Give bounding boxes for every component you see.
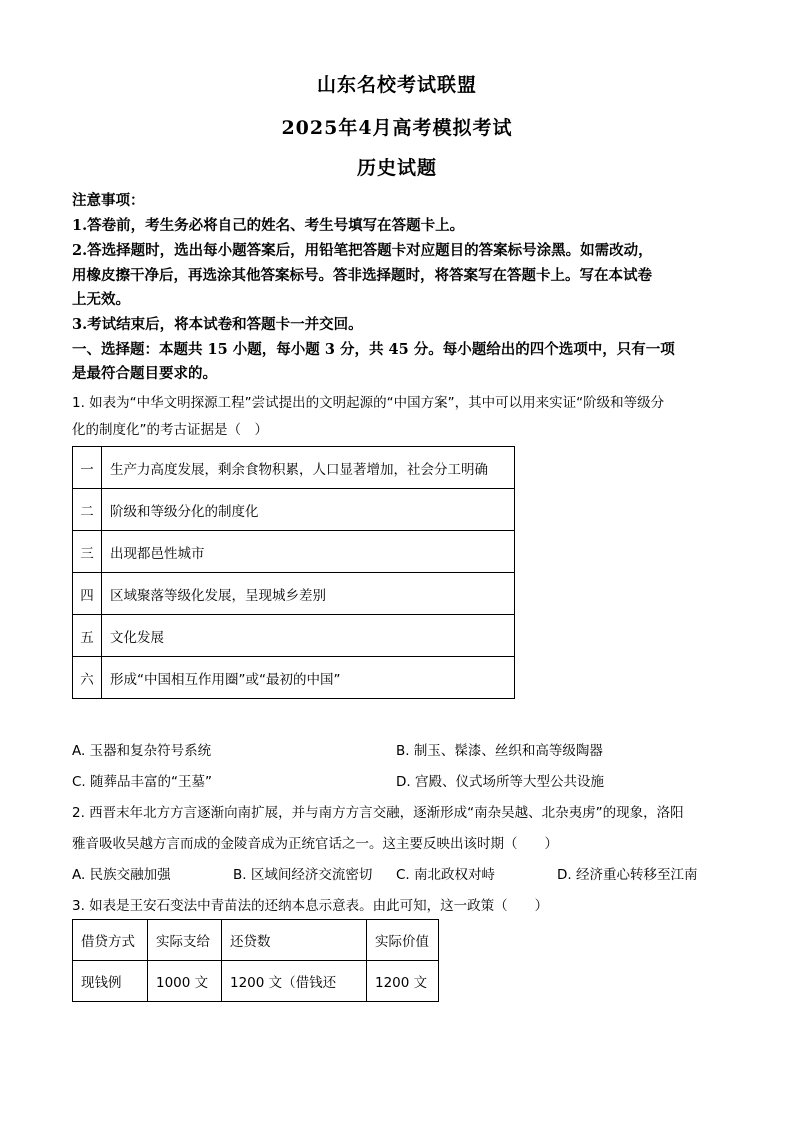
table-cell-text: 形成“中国相互作用圈”或“最初的中国”	[102, 657, 515, 699]
question-1-stem-line-1: 1. 如表为“中华文明探源工程”尝试提出的文明起源的“中国方案”，其中可以用来实证“阶级和等级分	[72, 395, 665, 411]
question-1-option-d[interactable]: D. 宫殿、仪式场所等大型公共设施	[396, 774, 604, 790]
question-2-option-a[interactable]: A. 民族交融加强	[72, 867, 171, 883]
notice-item-1: 1.答卷前，考生务必将自己的姓名、考生号填写在答题卡上。	[72, 217, 465, 234]
subject-title: 历史试题	[356, 157, 437, 179]
table-cell-number: 二	[73, 489, 102, 531]
table-header-cell: 实际价值	[367, 920, 439, 961]
table-row	[73, 447, 515, 489]
table-cell-number: 一	[73, 447, 102, 489]
notice-item-2-line-2: 用橡皮擦干净后，再选涂其他答案标号。答非选择题时，将答案写在答题卡上。写在本试卷	[72, 267, 652, 284]
question-1-option-c[interactable]: C. 随葬品丰富的“王墓”	[72, 774, 212, 790]
section-1-instruction-line-2: 是最符合题目要求的。	[72, 365, 217, 382]
question-1-table	[72, 446, 515, 699]
table-header-cell: 借贷方式	[73, 920, 148, 961]
notice-heading: 注意事项：	[72, 192, 145, 209]
table-cell-number: 三	[73, 531, 102, 573]
table-header-cell: 还贷数	[222, 920, 367, 961]
table-row	[73, 531, 515, 573]
table-cell-number: 六	[73, 657, 102, 699]
table-row	[73, 573, 515, 615]
exam-organizer-title: 山东名校考试联盟	[316, 74, 477, 96]
notice-item-3: 3.考试结束后，将本试卷和答题卡一并交回。	[72, 316, 363, 333]
section-1-instruction-line-1: 一、选择题：本题共 15 小题，每小题 3 分，共 45 分。每小题给出的四个选项中，只有一项	[72, 341, 675, 358]
question-2-option-b[interactable]: B. 区域间经济交流密切	[233, 867, 373, 883]
table-cell: 1000 文	[148, 961, 222, 1002]
question-1-option-b[interactable]: B. 制玉、髹漆、丝织和高等级陶器	[396, 743, 603, 759]
table-cell-text: 文化发展	[102, 615, 515, 657]
table-cell-number: 五	[73, 615, 102, 657]
table-row	[73, 961, 439, 1002]
table-cell-text: 区域聚落等级化发展，呈现城乡差别	[102, 573, 515, 615]
question-2-option-d[interactable]: D. 经济重心转移至江南	[557, 867, 698, 883]
table-header-row	[73, 920, 439, 961]
question-1-option-a[interactable]: A. 玉器和复杂符号系统	[72, 743, 212, 759]
table-header-cell: 实际支给	[148, 920, 222, 961]
table-row	[73, 615, 515, 657]
question-2-option-c[interactable]: C. 南北政权对峙	[396, 867, 496, 883]
question-3-table	[72, 919, 439, 1002]
notice-item-2-line-3: 上无效。	[72, 291, 130, 308]
question-2-stem-line-1: 2. 西晋末年北方方言逐渐向南扩展，并与南方方言交融，逐渐形成“南杂吴越、北杂夷虏”的现象，洛阳	[72, 805, 684, 821]
table-cell: 现钱例	[73, 961, 148, 1002]
table-cell-text: 生产力高度发展，剩余食物积累，人口显著增加，社会分工明确	[102, 447, 515, 489]
table-row	[73, 489, 515, 531]
question-3-stem-line-1: 3. 如表是王安石变法中青苗法的还纳本息示意表。由此可知，这一政策（ ）	[72, 898, 549, 914]
table-cell-text: 阶级和等级分化的制度化	[102, 489, 515, 531]
table-cell: 1200 文（借钱还	[222, 961, 367, 1002]
question-2-stem-line-2: 雅音吸收吴越方言而成的金陵音成为正统官话之一。这主要反映出该时期（ ）	[72, 836, 558, 852]
table-cell-number: 四	[73, 573, 102, 615]
table-cell-text: 出现都邑性城市	[102, 531, 515, 573]
table-cell: 1200 文	[367, 961, 439, 1002]
exam-session-title: 2025年4月高考模拟考试	[281, 117, 513, 139]
notice-item-2-line-1: 2.答选择题时，选出每小题答案后，用铅笔把答题卡对应题目的答案标号涂黑。如需改动，	[72, 242, 653, 259]
question-1-stem-line-2: 化的制度化”的考古证据是（ ）	[72, 422, 268, 438]
table-row	[73, 657, 515, 699]
